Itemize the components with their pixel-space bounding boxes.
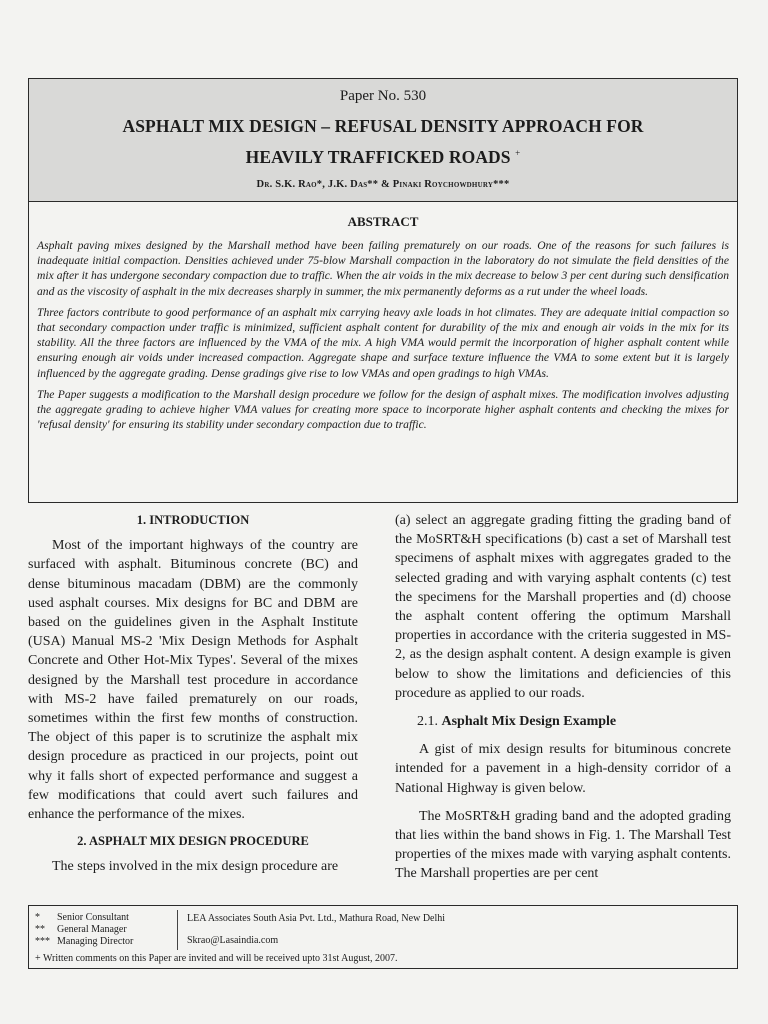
comment-note: + Written comments on this Paper are invited and will be received upto 31st August, 2007. bbox=[35, 953, 398, 964]
example-paragraph-1: A gist of mix design results for bituminous concrete intended for a pavement in a high-density corridor of a National Highway is given below. bbox=[395, 742, 731, 796]
footnote-mark: *** bbox=[35, 936, 50, 947]
footnote-affiliation bbox=[187, 913, 445, 957]
footnote-mark: * bbox=[35, 912, 40, 923]
section-heading-procedure: 2. ASPHALT MIX DESIGN PROCEDURE bbox=[77, 834, 309, 849]
footnote-mark: ** bbox=[35, 924, 45, 935]
paper-title bbox=[29, 113, 737, 171]
footnote-role: *** Managing Director bbox=[35, 936, 134, 947]
abstract-box bbox=[28, 201, 738, 503]
left-column bbox=[28, 511, 358, 877]
title-line-2: HEAVILY TRAFFICKED ROADS + bbox=[245, 146, 521, 167]
footnote-role: ** General Manager bbox=[35, 924, 127, 935]
title-line-1: ASPHALT MIX DESIGN – REFUSAL DENSITY APPROACH FOR bbox=[122, 116, 644, 136]
authors: Dr. S.K. Rao*, J.K. Das** & Pinaki Roychowdhury*** bbox=[256, 178, 510, 190]
abstract-paragraph-1: Asphalt paving mixes designed by the Marshall method have been failing prematurely on our roads. One of the reasons for such failures is inadequate initial compaction. Densities achieved under 75-blow Marshall compaction in the laboratory do not simulate the field densities of the mix after it has undergone secondary compaction due to traffic. When the air voids in the mix decrease to below 3 per cent during such densification and as the viscosity of asphalt in the mix decreases sharply in summer, the mix permanently deforms as a rut under the wheel loads. bbox=[37, 239, 729, 298]
section-heading-introduction: 1. INTRODUCTION bbox=[136, 513, 250, 527]
subsection-heading bbox=[417, 712, 731, 731]
introduction-paragraph: Most of the important highways of the country are surfaced with asphalt. Bituminous concrete (BC) and dense bituminous macadam (DBM) are the commonly used asphalt courses. Mix designs for BC and DBM are based on the guidelines given in the Asphalt Institute (USA) Manual MS-2 'Mix Design Methods for Asphalt Concrete and Other Hot-Mix Types'. Several of the mixes designed by the Marshall test procedure in accordance with MS-2 have failed prematurely on our roads, sometimes within the first few months of construction. The object of this paper is to scrutinize the asphalt mix design procedure as practiced in our projects, point out why it falls short of expected performance and suggest a few modifications that could avert such failures and enhance the performance of the mixes. bbox=[28, 538, 358, 823]
subsection-title: Asphalt Mix Design Example bbox=[441, 714, 617, 730]
procedure-paragraph: The steps involved in the mix design procedure are bbox=[52, 859, 339, 875]
example-paragraph-2: The MoSRT&H grading band and the adopted grading that lies within the band shows in Fig. 1. The Marshall Test properties of the mixes made with varying asphalt contents. The Marshall properties are per cent bbox=[395, 808, 731, 882]
procedure-steps-paragraph: (a) select an aggregate grading fitting the grading band of the MoSRT&H specifications (b) cast a set of Marshall test specimens of asphalt mixes with aggregates graded to the selected grading and with varying asphalt contents (c) test the specimens for the Marshall properties and (d) choose the asphalt content offering the optimum Marshall properties in accordance with the criteria suggested in MS-2, as the design asphalt content. A design example is given below to show the limitations and deficiencies of this procedure as applied to our roads. bbox=[395, 513, 731, 701]
affiliation-address: LEA Associates South Asia Pvt. Ltd., Mathura Road, New Delhi bbox=[187, 913, 446, 924]
abstract-paragraph-3: The Paper suggests a modification to the Marshall design procedure we follow for the design of asphalt mixes. The modification involves adjusting the aggregate grading to achieve higher VMA values for creating more space to incorporate higher asphalt contents and checking the mixes for 'refusal density' for ensuring its stability under secondary compaction due to traffic. bbox=[37, 387, 729, 432]
abstract-heading: ABSTRACT bbox=[347, 214, 419, 229]
footnote-box bbox=[28, 905, 738, 969]
paper-header bbox=[28, 78, 738, 202]
footnote-role: * Senior Consultant bbox=[35, 912, 129, 923]
subsection-number: 2.1. bbox=[417, 714, 438, 730]
title-footnote-mark: + bbox=[515, 148, 521, 158]
abstract-paragraph-2: Three factors contribute to good performance of an asphalt mix carrying heavy axle loads in hot climates. They are adequate initial compaction so that secondary compaction under traffic is minimized, sufficient asphalt content for durability of the mix and enough air voids in the mix for its stability. All the three factors are influenced by the VMA of the mix. A high VMA would permit the incorporation of higher asphalt content while ensuring enough air voids under increased compaction. Aggregate shape and surface texture influence the VMA to some extent but it is largely influenced by the aggregate grading. Dense gradings give rise to low VMAs and open gradings to high VMAs. bbox=[37, 305, 729, 380]
affiliation-email: Skrao@Lasaindia.com bbox=[187, 935, 279, 946]
paper-number: Paper No. 530 bbox=[339, 88, 427, 104]
footnote-roles bbox=[35, 912, 133, 948]
right-column bbox=[395, 511, 731, 884]
footnote-divider bbox=[177, 910, 178, 950]
